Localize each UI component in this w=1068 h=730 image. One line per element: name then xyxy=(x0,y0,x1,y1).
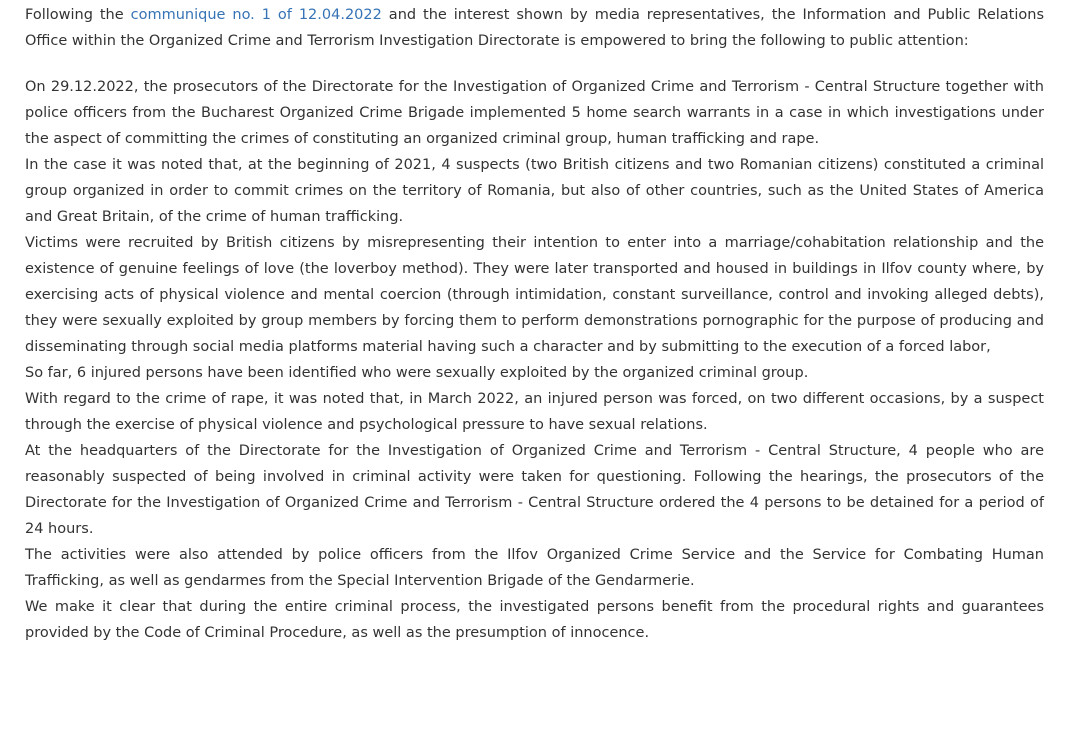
body-paragraph: The activities were also attended by police officers from the Ilfov Organized Crime Service and the Service for Combating Human Trafficking, as well as gendarmes from the Special Intervention Brigade of the Gendarmerie. xyxy=(25,547,1044,589)
body-paragraph: Victims were recruited by British citizens by misrepresenting their intention to enter into a marriage/cohabitation relationship and the existence of genuine feelings of love (the loverboy method). They were later transported and housed in buildings in Ilfov county where, by exercising acts of physical violence and mental coercion (through intimidation, constant surveillance, control and invoking alleged debts), they were sexually exploited by group members by forcing them to perform demonstrations pornographic for the purpose of producing and disseminating through social media platforms material having such a character and by submitting to the execution of a forced labor, xyxy=(25,235,1044,355)
intro-paragraph xyxy=(25,2,1044,54)
body-paragraph: In the case it was noted that, at the beginning of 2021, 4 suspects (two British citizens and two Romanian citizens) constituted a criminal group organized in order to commit crimes on the territory of Romania, but also of other countries, such as the United States of America and Great Britain, of the crime of human trafficking. xyxy=(25,157,1044,225)
body-paragraph: With regard to the crime of rape, it was noted that, in March 2022, an injured person was forced, on two different occasions, by a suspect through the exercise of physical violence and psychological pressure to have sexual relations. xyxy=(25,391,1044,433)
body-paragraph: We make it clear that during the entire criminal process, the investigated persons benefit from the procedural rights and guarantees provided by the Code of Criminal Procedure, as well as the presumption of innocence. xyxy=(25,599,1044,641)
intro-text-before-link: Following the xyxy=(25,7,131,23)
intro-text-after-link: and the interest shown by media representatives, the Information and Public Relations Office within the Organized Crime and Terrorism Investigation Directorate is empowered to bring the following to public attention: xyxy=(25,7,1044,49)
body-paragraph: At the headquarters of the Directorate for the Investigation of Organized Crime and Terrorism - Central Structure, 4 people who are reasonably suspected of being involved in criminal activity were taken for questioning. Following the hearings, the prosecutors of the Directorate for the Investigation of Organized Crime and Terrorism - Central Structure ordered the 4 persons to be detained for a period of 24 hours. xyxy=(25,443,1044,537)
body-paragraph: On 29.12.2022, the prosecutors of the Directorate for the Investigation of Organized Crime and Terrorism - Central Structure together with police officers from the Bucharest Organized Crime Brigade implemented 5 home search warrants in a case in which investigations under the aspect of committing the crimes of constituting an organized criminal group, human trafficking and rape. xyxy=(25,79,1044,147)
communique-link[interactable]: communique no. 1 of 12.04.2022 xyxy=(130,7,382,23)
body-paragraph: So far, 6 injured persons have been identified who were sexually exploited by the organized criminal group. xyxy=(25,365,809,381)
